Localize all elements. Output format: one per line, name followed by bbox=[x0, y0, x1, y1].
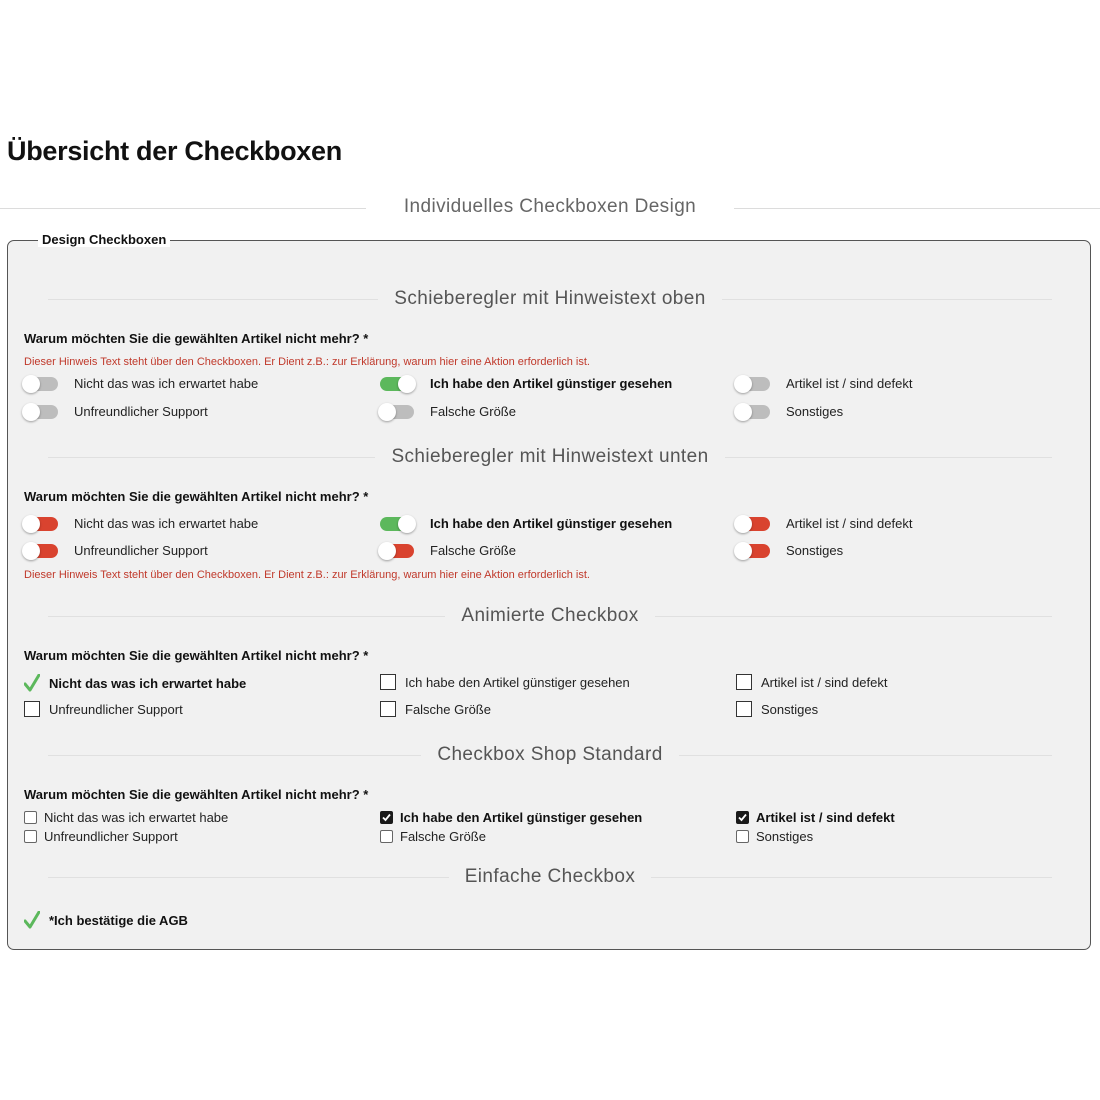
option-label: Nicht das was ich erwartet habe bbox=[44, 810, 229, 825]
option-label: Sonstiges bbox=[756, 829, 814, 844]
option-label: Sonstiges bbox=[786, 404, 844, 419]
option-label: Artikel ist / sind defekt bbox=[756, 810, 895, 825]
section-title: Individuelles Checkboxen Design bbox=[403, 196, 697, 217]
checkmark-icon bbox=[382, 813, 391, 822]
option-label: Ich habe den Artikel günstiger gesehen bbox=[430, 376, 673, 391]
animated-option-5[interactable] bbox=[736, 701, 818, 717]
shop-standard-heading bbox=[48, 742, 1052, 768]
animated-option-4[interactable] bbox=[380, 701, 491, 717]
slider-bottom-heading bbox=[48, 444, 1052, 470]
animated-question: Warum möchten Sie die gewählten Artikel nicht mehr? * bbox=[24, 648, 369, 663]
option-label: Unfreundlicher Support bbox=[74, 543, 208, 558]
toggle-switch[interactable] bbox=[736, 377, 770, 391]
shop-standard-option-2[interactable] bbox=[736, 810, 895, 825]
section-divider bbox=[0, 196, 1100, 222]
toggle-switch[interactable] bbox=[24, 377, 58, 391]
slider-bottom-question: Warum möchten Sie die gewählten Artikel nicht mehr? * bbox=[24, 489, 369, 504]
option-label: Artikel ist / sind defekt bbox=[786, 516, 913, 531]
slider-bottom-option-5[interactable] bbox=[736, 543, 843, 558]
checkbox[interactable] bbox=[736, 674, 752, 690]
checkbox[interactable] bbox=[24, 811, 37, 824]
shop-standard-option-3[interactable] bbox=[24, 829, 178, 844]
option-label: Nicht das was ich erwartet habe bbox=[74, 376, 259, 391]
option-label: Artikel ist / sind defekt bbox=[786, 376, 913, 391]
option-label: Unfreundlicher Support bbox=[44, 829, 178, 844]
fieldset-legend: Design Checkboxen bbox=[38, 232, 170, 247]
animated-heading bbox=[48, 603, 1052, 629]
slider-top-hint: Dieser Hinweis Text steht über den Checkboxen. Er Dient z.B.: zur Erklärung, warum hier eine Aktion erforderlich ist. bbox=[24, 356, 590, 368]
animated-option-1[interactable] bbox=[380, 674, 630, 690]
shop-standard-option-0[interactable] bbox=[24, 810, 228, 825]
toggle-switch[interactable] bbox=[380, 377, 414, 391]
animated-option-0[interactable] bbox=[24, 674, 246, 692]
animated-option-3[interactable] bbox=[24, 701, 183, 717]
slider-top-option-1[interactable] bbox=[380, 376, 672, 391]
checkbox[interactable] bbox=[380, 830, 393, 843]
page-title: Übersicht der Checkboxen bbox=[7, 136, 342, 166]
simple-heading bbox=[48, 864, 1052, 890]
divider-line-left bbox=[0, 208, 366, 209]
slider-bottom-title: Schieberegler mit Hinweistext unten bbox=[375, 444, 724, 470]
agb-label: *Ich bestätige die AGB bbox=[49, 912, 188, 928]
shop-standard-option-5[interactable] bbox=[736, 829, 813, 844]
slider-bottom-option-1[interactable] bbox=[380, 516, 672, 531]
option-label: Ich habe den Artikel günstiger gesehen bbox=[400, 810, 643, 825]
option-label: Nicht das was ich erwartet habe bbox=[74, 516, 259, 531]
toggle-switch[interactable] bbox=[736, 544, 770, 558]
toggle-switch[interactable] bbox=[24, 544, 58, 558]
checkbox[interactable] bbox=[380, 674, 396, 690]
toggle-switch[interactable] bbox=[380, 517, 414, 531]
checkbox[interactable] bbox=[380, 701, 396, 717]
simple-title: Einfache Checkbox bbox=[449, 864, 652, 890]
option-label: Sonstiges bbox=[761, 701, 819, 717]
animated-title: Animierte Checkbox bbox=[445, 603, 654, 629]
shop-standard-option-4[interactable] bbox=[380, 829, 486, 844]
slider-top-title: Schieberegler mit Hinweistext oben bbox=[378, 286, 721, 312]
option-label: Artikel ist / sind defekt bbox=[761, 674, 888, 690]
toggle-switch[interactable] bbox=[24, 517, 58, 531]
option-label: Unfreundlicher Support bbox=[74, 404, 208, 419]
option-label: Ich habe den Artikel günstiger gesehen bbox=[405, 674, 630, 690]
checkbox[interactable] bbox=[736, 701, 752, 717]
option-label: Falsche Größe bbox=[430, 404, 516, 419]
checkbox[interactable] bbox=[736, 830, 749, 843]
option-label: Ich habe den Artikel günstiger gesehen bbox=[430, 516, 673, 531]
checkbox[interactable] bbox=[24, 830, 37, 843]
slider-top-question: Warum möchten Sie die gewählten Artikel nicht mehr? * bbox=[24, 331, 369, 346]
checkmark-icon bbox=[738, 813, 747, 822]
checkbox[interactable] bbox=[736, 811, 749, 824]
slider-bottom-option-0[interactable] bbox=[24, 516, 258, 531]
checkmark-icon[interactable] bbox=[24, 674, 40, 692]
slider-bottom-option-2[interactable] bbox=[736, 516, 912, 531]
toggle-switch[interactable] bbox=[736, 405, 770, 419]
option-label: Sonstiges bbox=[786, 543, 844, 558]
slider-top-option-0[interactable] bbox=[24, 376, 258, 391]
slider-top-option-4[interactable] bbox=[380, 404, 516, 419]
slider-bottom-option-3[interactable] bbox=[24, 543, 208, 558]
toggle-switch[interactable] bbox=[736, 517, 770, 531]
design-checkboxes-fieldset bbox=[7, 232, 1091, 950]
agb-checkbox[interactable] bbox=[24, 911, 188, 929]
option-label: Falsche Größe bbox=[430, 543, 516, 558]
option-label: Unfreundlicher Support bbox=[49, 701, 183, 717]
toggle-switch[interactable] bbox=[380, 405, 414, 419]
slider-bottom-option-4[interactable] bbox=[380, 543, 516, 558]
shop-standard-option-1[interactable] bbox=[380, 810, 642, 825]
shop-standard-question: Warum möchten Sie die gewählten Artikel nicht mehr? * bbox=[24, 787, 369, 802]
slider-top-option-5[interactable] bbox=[736, 404, 843, 419]
toggle-switch[interactable] bbox=[380, 544, 414, 558]
slider-top-heading bbox=[48, 286, 1052, 312]
shop-standard-title: Checkbox Shop Standard bbox=[421, 742, 678, 768]
toggle-switch[interactable] bbox=[24, 405, 58, 419]
checkbox[interactable] bbox=[380, 811, 393, 824]
slider-top-option-3[interactable] bbox=[24, 404, 208, 419]
divider-line-right bbox=[734, 208, 1100, 209]
animated-option-2[interactable] bbox=[736, 674, 887, 690]
option-label: Nicht das was ich erwartet habe bbox=[49, 675, 247, 691]
option-label: Falsche Größe bbox=[405, 701, 491, 717]
slider-top-option-2[interactable] bbox=[736, 376, 912, 391]
option-label: Falsche Größe bbox=[400, 829, 486, 844]
checkmark-icon[interactable] bbox=[24, 911, 40, 929]
checkbox[interactable] bbox=[24, 701, 40, 717]
slider-bottom-hint: Dieser Hinweis Text steht über den Checkboxen. Er Dient z.B.: zur Erklärung, warum hier eine Aktion erforderlich ist. bbox=[24, 569, 590, 581]
